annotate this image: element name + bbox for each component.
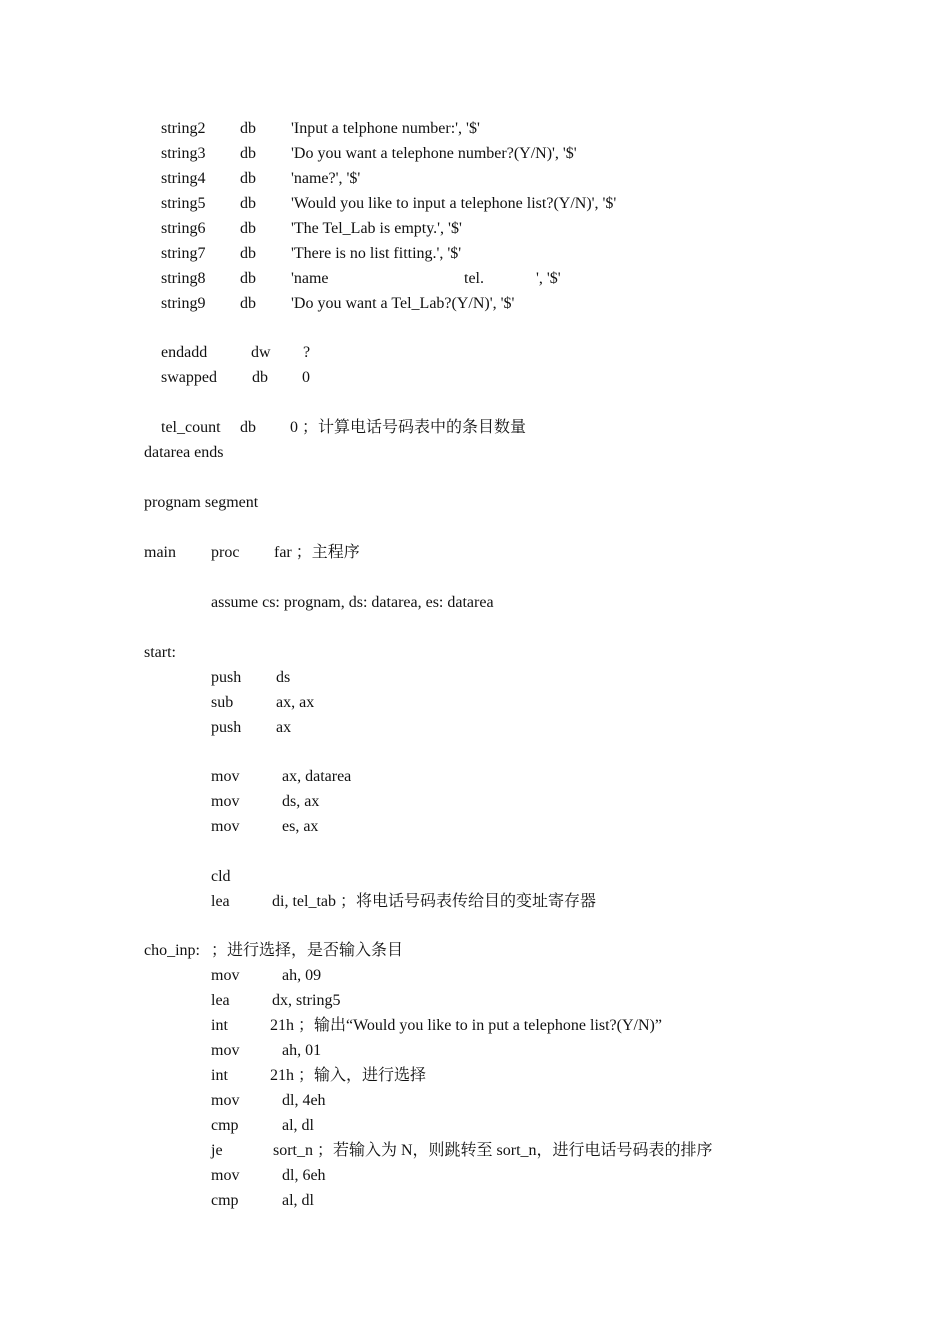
code-line-mov-ah-09: mov ah, 09 (211, 967, 322, 984)
code-line-cld: cld (211, 868, 231, 885)
code-line-mov-dl-6eh: mov dl, 6eh (211, 1167, 326, 1184)
code-line-cmp-2: cmp al, dl (211, 1192, 314, 1209)
code-line-prognam-segment: prognam segment (144, 494, 259, 511)
code-line-mov-es-ax: mov es, ax (211, 818, 319, 835)
code-line-string5: string5 db 'Would you like to input a telephone list?(Y/N)', '$' (161, 195, 617, 212)
code-line-main-proc: main proc far ；主程序 (144, 544, 360, 561)
code-line-cho-inp: cho_inp: ；进行选择，是否输入条目 (144, 942, 404, 959)
code-line-sub-ax: sub ax, ax (211, 694, 315, 711)
code-line-push-ax: push ax (211, 719, 292, 736)
code-line-assume: assume cs: prognam, ds: datarea, es: datarea (211, 594, 494, 611)
code-line-mov-dl-4eh: mov dl, 4eh (211, 1092, 326, 1109)
code-line-datarea-ends: datarea ends (144, 444, 224, 461)
code-line-int-input: int 21h ；输入，进行选择 (211, 1067, 427, 1084)
code-line-string2: string2 db 'Input a telphone number:', '$' (161, 120, 480, 137)
code-line-lea-dx: lea dx, string5 (211, 992, 341, 1009)
code-line-tel-count: tel_count db 0 ；计算电话号码表中的条目数量 (161, 419, 527, 436)
code-line-je-sort-n: je sort_n ；若输入为 N，则跳转至 sort_n，进行电话号码表的排序 (211, 1142, 713, 1159)
code-line-swapped: swapped db 0 (161, 369, 310, 386)
code-line-string9: string9 db 'Do you want a Tel_Lab?(Y/N)', '$' (161, 295, 515, 312)
code-line-mov-ds-ax: mov ds, ax (211, 793, 320, 810)
code-line-int-output: int 21h ；输出“Would you like to in put a telephone list?(Y/N)” (211, 1017, 662, 1034)
code-line-mov-ah-01: mov ah, 01 (211, 1042, 322, 1059)
code-line-string8: string8 db 'name tel. ', '$' (161, 270, 561, 287)
code-line-mov-ax-datarea: mov ax, datarea (211, 768, 352, 785)
code-line-string6: string6 db 'The Tel_Lab is empty.', '$' (161, 220, 462, 237)
code-line-string7: string7 db 'There is no list fitting.', '$' (161, 245, 462, 262)
code-line-cmp-1: cmp al, dl (211, 1117, 314, 1134)
code-line-lea-di: lea di, tel_tab ；将电话号码表传给目的变址寄存器 (211, 893, 596, 910)
code-line-endadd: endadd dw ? (161, 344, 311, 361)
code-line-push-ds: push ds (211, 669, 291, 686)
code-line-start-label: start: (144, 644, 176, 661)
code-line-string4: string4 db 'name?', '$' (161, 170, 361, 187)
code-line-string3: string3 db 'Do you want a telephone number?(Y/N)', '$' (161, 145, 577, 162)
